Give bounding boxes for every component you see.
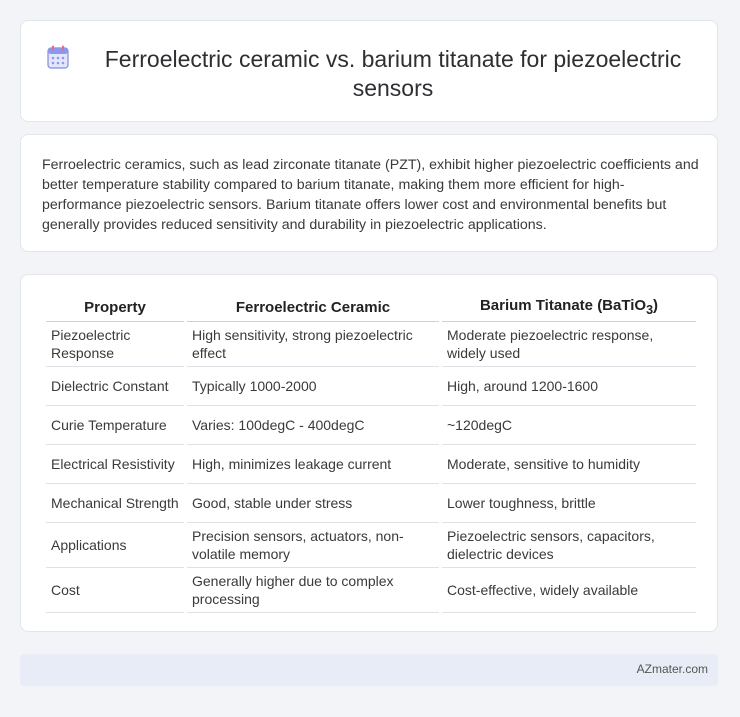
- footer-bar: [20, 654, 718, 686]
- cell-barium-titanate: High, around 1200-1600: [442, 367, 696, 406]
- table-row: [46, 484, 696, 523]
- table-row: [46, 406, 696, 445]
- cell-property: Applications: [46, 523, 184, 568]
- cell-barium-titanate: Moderate, sensitive to humidity: [442, 445, 696, 484]
- page-title: Ferroelectric ceramic vs. barium titanate for piezoelectric sensors: [104, 46, 682, 101]
- cell-property: Electrical Resistivity: [46, 445, 184, 484]
- cell-property: Cost: [46, 568, 184, 613]
- header-barium-titanate: Barium Titanate (BaTiO$_3$): [442, 293, 696, 322]
- title-card: [20, 20, 718, 122]
- cell-ferroelectric: High, minimizes leakage current: [187, 445, 439, 484]
- header-ferroelectric-ceramic: Ferroelectric Ceramic: [187, 293, 439, 322]
- table-row: [46, 445, 696, 484]
- cell-barium-titanate: Cost-effective, widely available: [442, 568, 696, 613]
- comparison-card: [20, 274, 718, 632]
- cell-ferroelectric: Precision sensors, actuators, non-volatile memory: [187, 523, 439, 568]
- summary-card: [20, 134, 718, 252]
- footer-brand: AZmater.com: [636, 662, 708, 676]
- cell-ferroelectric: Varies: 100degC - 400degC: [187, 406, 439, 445]
- cell-barium-titanate: Piezoelectric sensors, capacitors, dielectric devices: [442, 523, 696, 568]
- cell-ferroelectric: High sensitivity, strong piezoelectric effect: [187, 322, 439, 367]
- cell-barium-titanate: Lower toughness, brittle: [442, 484, 696, 523]
- comparison-table: [43, 293, 699, 613]
- cell-ferroelectric: Generally higher due to complex processing: [187, 568, 439, 613]
- cell-ferroelectric: Typically 1000-2000: [187, 367, 439, 406]
- header-property: Property: [46, 293, 184, 322]
- cell-barium-titanate: Moderate piezoelectric response, widely used: [442, 322, 696, 367]
- cell-property: Dielectric Constant: [46, 367, 184, 406]
- table-row: [46, 367, 696, 406]
- cell-barium-titanate: ~120degC: [442, 406, 696, 445]
- summary-text: Ferroelectric ceramics, such as lead zirconate titanate (PZT), exhibit higher piezoelectric coefficients and better temperature stability compared to barium titanate, making them more efficient for high-performance piezoelectric sensors. Barium titanate offers lower cost and environmental benefits but generally provides reduced sensitivity and durability in piezoelectric applications.: [42, 157, 699, 233]
- cell-property: Mechanical Strength: [46, 484, 184, 523]
- table-row: [46, 322, 696, 367]
- table-row: [46, 568, 696, 613]
- cell-ferroelectric: Good, stable under stress: [187, 484, 439, 523]
- cell-property: Curie Temperature: [46, 406, 184, 445]
- table-row: [46, 523, 696, 568]
- cell-property: Piezoelectric Response: [46, 322, 184, 367]
- table-header-row: [46, 293, 696, 322]
